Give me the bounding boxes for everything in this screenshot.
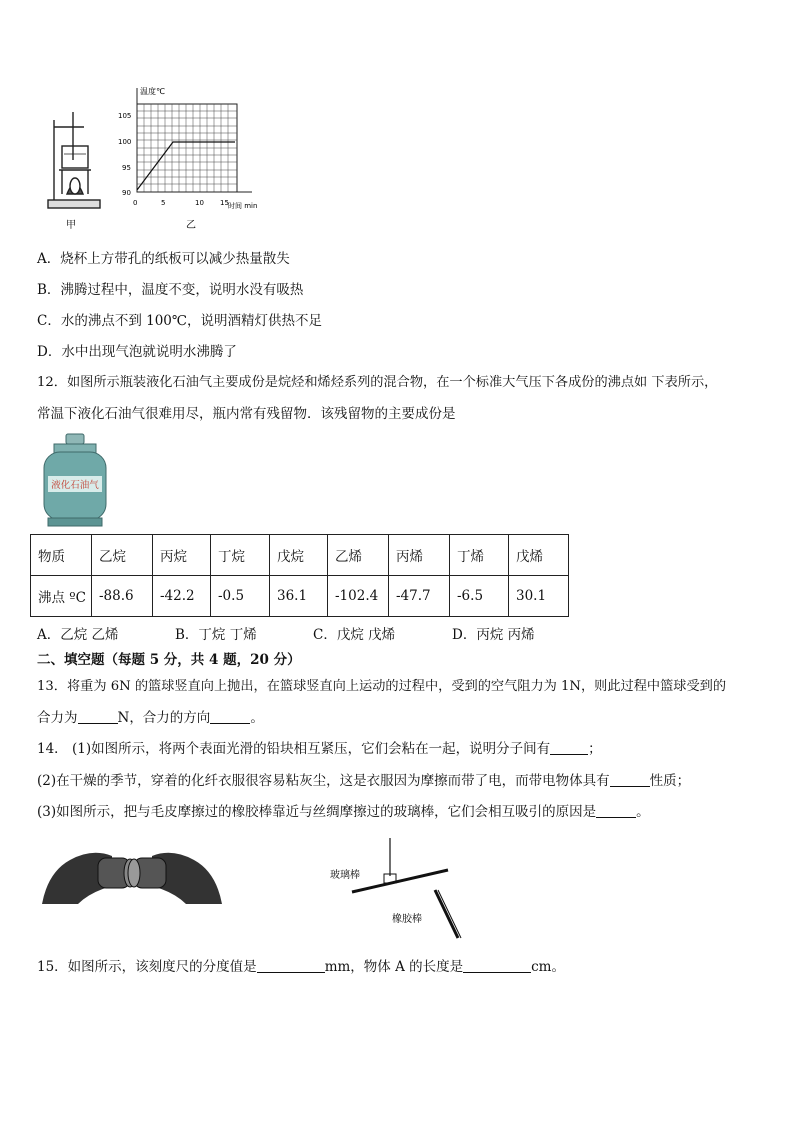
x-tick-label: 15 xyxy=(220,199,229,207)
answer-blank[interactable] xyxy=(210,709,250,724)
q12-option-a: A．乙烷 乙烯 xyxy=(37,627,119,643)
q13-stem-line-2 xyxy=(37,709,264,727)
lpg-tank-illustration xyxy=(40,432,110,528)
table-cell: -42.2 xyxy=(153,576,211,617)
lead-blocks-hands-illustration xyxy=(40,842,224,906)
q12-stem-line-2: 常温下液化石油气很难用尽，瓶内常有残留物．该残留物的主要成份是 xyxy=(37,406,456,422)
table-row xyxy=(31,576,569,617)
table-cell: 乙烯 xyxy=(328,535,389,576)
q12-stem-line-1: 12．如图所示瓶装液化石油气主要成份是烷烃和烯烃系列的混合物，在一个标准大气压下各成份的沸点如 下表所示， xyxy=(37,375,718,390)
q15-text: mm，物体 A 的长度是 xyxy=(324,959,464,975)
table-cell: 乙烷 xyxy=(92,535,153,576)
table-cell: 沸点 ºC xyxy=(31,576,92,617)
q13-text: 合力为 xyxy=(37,710,78,726)
x-tick-label: 0 xyxy=(133,199,138,207)
answer-blank[interactable] xyxy=(257,958,325,973)
x-axis-label: 时间 min xyxy=(228,202,258,210)
q12-option-b: B．丁烷 丁烯 xyxy=(175,627,257,643)
q12-option-d: D．丙烷 丙烯 xyxy=(452,627,535,643)
table-cell: 物质 xyxy=(31,535,92,576)
table-cell: 丁烷 xyxy=(211,535,270,576)
table-cell: -88.6 xyxy=(92,576,153,617)
heating-apparatus-illustration xyxy=(48,112,100,208)
boiling-experiment-figure xyxy=(40,82,270,234)
table-cell: -102.4 xyxy=(328,576,389,617)
rubber-rod-label: 橡胶棒 xyxy=(392,914,422,925)
answer-blank[interactable] xyxy=(463,958,531,973)
table-cell: 丁烯 xyxy=(450,535,509,576)
q14-part-1 xyxy=(37,740,602,758)
figure-jia-label: 甲 xyxy=(66,220,76,231)
figure-yi-label: 乙 xyxy=(186,220,196,231)
q15-stem xyxy=(37,958,565,976)
q14-text: ； xyxy=(588,741,602,757)
answer-blank[interactable] xyxy=(550,740,588,755)
q15-text: 15．如图所示，该刻度尺的分度值是 xyxy=(37,959,257,975)
y-tick-label: 105 xyxy=(118,112,132,120)
q14-part-2 xyxy=(37,772,690,790)
y-tick-label: 95 xyxy=(122,164,131,172)
y-axis-label: 温度℃ xyxy=(140,87,165,96)
q14-text: 14． (1)如图所示，将两个表面光滑的铅块相互紧压，它们会粘在一起，说明分子间有 xyxy=(37,741,551,757)
charged-rods-illustration xyxy=(300,838,480,942)
answer-blank[interactable] xyxy=(596,803,636,818)
table-cell: 戊烷 xyxy=(270,535,328,576)
q11-option-b: B．沸腾过程中，温度不变，说明水没有吸热 xyxy=(37,282,304,298)
q13-stem-line-1: 13．将重为 6N 的篮球竖直向上抛出，在篮球竖直向上运动的过程中，受到的空气阻力为 1N，则此过程中篮球受到的 xyxy=(37,679,727,694)
q11-option-d: D．水中出现气泡就说明水沸腾了 xyxy=(37,344,237,360)
q14-text: (2)在干燥的季节，穿着的化纤衣服很容易粘灰尘，这是衣服因为摩擦而带了电，而带电物体具有 xyxy=(37,773,610,789)
q14-part-3 xyxy=(37,803,650,821)
q11-option-a: A．烧杯上方带孔的纸板可以减少热量散失 xyxy=(37,251,290,267)
q13-text: N，合力的方向 xyxy=(117,710,211,726)
q13-text: 。 xyxy=(250,710,264,726)
table-cell: 戊烯 xyxy=(509,535,569,576)
q12-option-c: C．戊烷 戊烯 xyxy=(313,627,396,643)
table-cell: 丙烯 xyxy=(389,535,450,576)
x-tick-label: 10 xyxy=(195,199,204,207)
q15-text: cm。 xyxy=(531,959,565,975)
answer-blank[interactable] xyxy=(610,772,650,787)
answer-blank[interactable] xyxy=(78,709,118,724)
temperature-time-graph xyxy=(137,88,252,192)
table-cell: -6.5 xyxy=(450,576,509,617)
table-cell: -0.5 xyxy=(211,576,270,617)
boiling-point-table xyxy=(30,534,569,617)
glass-rod-label: 玻璃棒 xyxy=(330,870,360,881)
table-cell: -47.7 xyxy=(389,576,450,617)
lpg-tank-label: 液化石油气 xyxy=(51,480,99,491)
table-cell: 丙烷 xyxy=(153,535,211,576)
table-cell: 36.1 xyxy=(270,576,328,617)
y-tick-label: 100 xyxy=(118,138,132,146)
table-header-row xyxy=(31,535,569,576)
table-cell: 30.1 xyxy=(509,576,569,617)
x-tick-label: 5 xyxy=(161,199,166,207)
section-title: 二、填空题（每题 5 分，共 4 题，20 分） xyxy=(37,652,301,668)
q11-option-c: C．水的沸点不到 100℃，说明酒精灯供热不足 xyxy=(37,313,322,329)
q14-text: 性质； xyxy=(649,773,691,789)
q14-text: (3)如图所示，把与毛皮摩擦过的橡胶棒靠近与丝绸摩擦过的玻璃棒，它们会相互吸引的原因是 xyxy=(37,804,597,820)
y-tick-label: 90 xyxy=(122,189,131,197)
q14-text: 。 xyxy=(636,804,650,820)
